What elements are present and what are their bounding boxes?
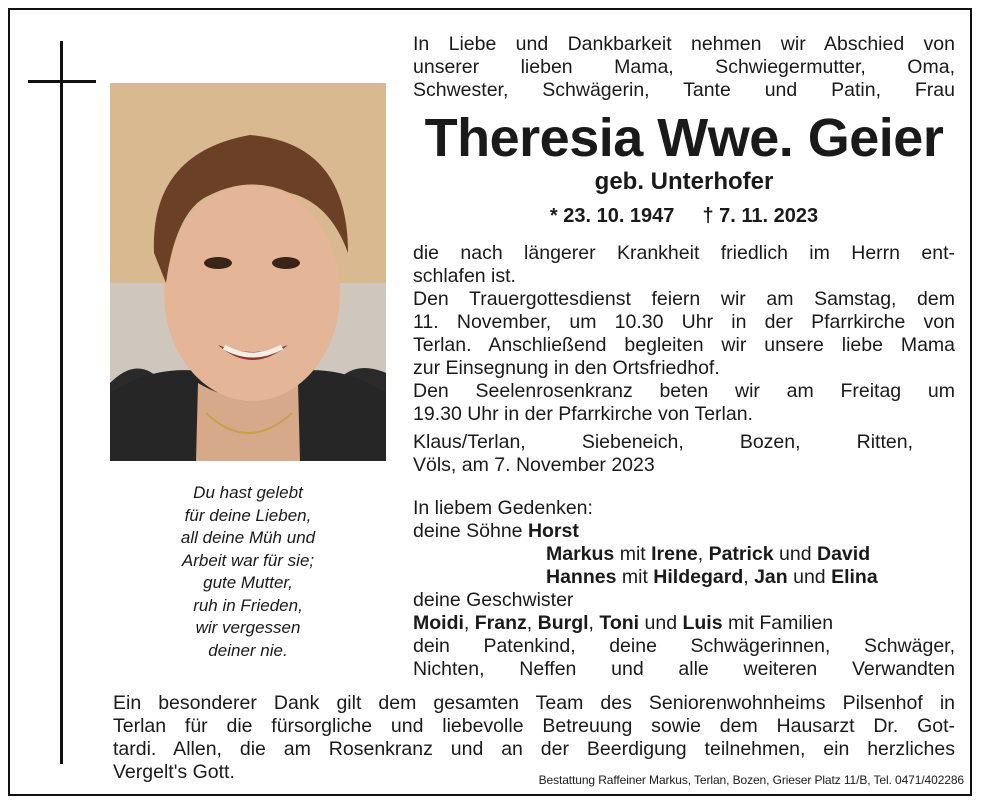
connector-text: , bbox=[526, 612, 538, 634]
connector-text: mit bbox=[616, 566, 654, 588]
poem bbox=[110, 482, 386, 662]
poem-line: wir vergessen bbox=[195, 618, 301, 637]
funeral-home-footer: Bestattung Raffeiner Markus, Terlan, Bozen, Grieser Platz 11/B, Tel. 0471/402286 bbox=[538, 773, 964, 787]
family-line bbox=[413, 566, 955, 589]
family-member: Jan bbox=[754, 566, 788, 588]
others-line: Nichten, Neffen und alle weiteren Verwandten bbox=[413, 658, 955, 680]
cross-icon bbox=[60, 41, 63, 764]
intro-text bbox=[413, 33, 955, 102]
poem-line: für deine Lieben, bbox=[184, 505, 312, 525]
thanks-line: Ein besonderer Dank gilt dem gesamten Team des Seniorenwohnheims Pilsenhof in bbox=[113, 692, 955, 714]
family-member: Patrick bbox=[708, 543, 774, 565]
intro-line: unserer lieben Mama, Schwiegermutter, Oma, bbox=[413, 56, 955, 78]
family-list bbox=[413, 497, 955, 681]
family-member: Hildegard bbox=[653, 566, 744, 588]
text-line: Terlan. Anschließend begleiten wir unsere liebe Mama bbox=[413, 334, 955, 356]
connector-text: , bbox=[588, 612, 600, 634]
poem-line: Arbeit war für sie; bbox=[181, 550, 315, 570]
poem-line: gute Mutter, bbox=[203, 573, 293, 592]
intro-line: In Liebe und Dankbarkeit nehmen wir Abschied von bbox=[413, 33, 955, 55]
poem-line: all deine Müh und bbox=[180, 528, 316, 547]
birth-date: * 23. 10. 1947 bbox=[549, 205, 675, 227]
sibling-name: Burgl bbox=[537, 612, 589, 634]
thanks-line: Vergelt's Gott. bbox=[113, 761, 235, 783]
connector-text: , bbox=[463, 612, 475, 634]
family-member: Irene bbox=[651, 543, 698, 565]
sons-label: deine Söhne bbox=[413, 520, 528, 542]
thanks-line: tardi. Allen, die am Rosenkranz und an der Beerdigung teilnehmen, ein herzliches bbox=[113, 738, 955, 760]
text-line: 11. November, um 10.30 Uhr in der Pfarrkirche von bbox=[413, 311, 955, 333]
cross-icon-bar bbox=[28, 80, 96, 83]
connector-text: und bbox=[639, 612, 683, 634]
intro-line: Schwester, Schwägerin, Tante und Patin, Frau bbox=[413, 79, 955, 101]
family-line bbox=[413, 612, 955, 635]
place-line: Völs, am 7. November 2023 bbox=[413, 454, 655, 476]
sibling-name: Toni bbox=[599, 612, 640, 634]
family-member: Elina bbox=[831, 566, 878, 588]
thanks-text bbox=[113, 692, 955, 784]
poem-line: ruh in Frieden, bbox=[193, 595, 303, 615]
sibling-name: Moidi bbox=[413, 612, 464, 634]
sibling-name: Luis bbox=[682, 612, 723, 634]
service-text bbox=[413, 242, 955, 426]
son-name: Hannes bbox=[546, 566, 617, 588]
son-name: Markus bbox=[546, 543, 615, 565]
text-line: Den Trauergottesdienst feiern wir am Samstag, dem bbox=[413, 288, 955, 310]
family-heading: In liebem Gedenken: bbox=[413, 497, 593, 519]
death-date: † 7. 11. 2023 bbox=[702, 205, 819, 227]
poem-line: deiner nie. bbox=[208, 640, 288, 660]
place-line: Klaus/Terlan, Siebeneich, Bozen, Ritten, bbox=[413, 431, 913, 453]
son-name: Horst bbox=[527, 520, 579, 542]
maiden-name: geb. Unterhofer bbox=[594, 168, 774, 195]
life-dates bbox=[413, 202, 955, 230]
deceased-name: Theresia Wwe. Geier bbox=[424, 108, 944, 168]
text-line: zur Einsegnung in den Ortsfriedhof. bbox=[413, 357, 720, 379]
connector-text: mit bbox=[614, 543, 652, 565]
family-line bbox=[413, 520, 955, 543]
connector-text: , bbox=[743, 566, 755, 588]
place-date bbox=[413, 431, 913, 477]
family-line bbox=[413, 543, 955, 566]
siblings-suffix: mit Familien bbox=[722, 612, 834, 634]
connector-text: und bbox=[773, 543, 817, 565]
text-line: Den Seelenrosenkranz beten wir am Freitag um bbox=[413, 380, 955, 402]
poem-line: Du hast gelebt bbox=[193, 483, 303, 502]
thanks-line: Terlan für die fürsorgliche und liebevolle Betreuung sowie dem Hausarzt Dr. Got- bbox=[113, 715, 955, 737]
sibling-name: Franz bbox=[474, 612, 527, 634]
portrait-photo bbox=[110, 83, 386, 461]
connector-text: , bbox=[697, 543, 709, 565]
text-line: 19.30 Uhr in der Pfarrkirche von Terlan. bbox=[413, 403, 753, 425]
text-line: die nach längerer Krankheit friedlich im Herrn ent- bbox=[413, 242, 955, 264]
connector-text: und bbox=[787, 566, 832, 588]
others-line: dein Patenkind, deine Schwägerinnen, Schwäger, bbox=[413, 635, 955, 657]
siblings-label: deine Geschwister bbox=[413, 589, 574, 611]
family-member: David bbox=[817, 543, 871, 565]
text-line: schlafen ist. bbox=[413, 265, 516, 287]
